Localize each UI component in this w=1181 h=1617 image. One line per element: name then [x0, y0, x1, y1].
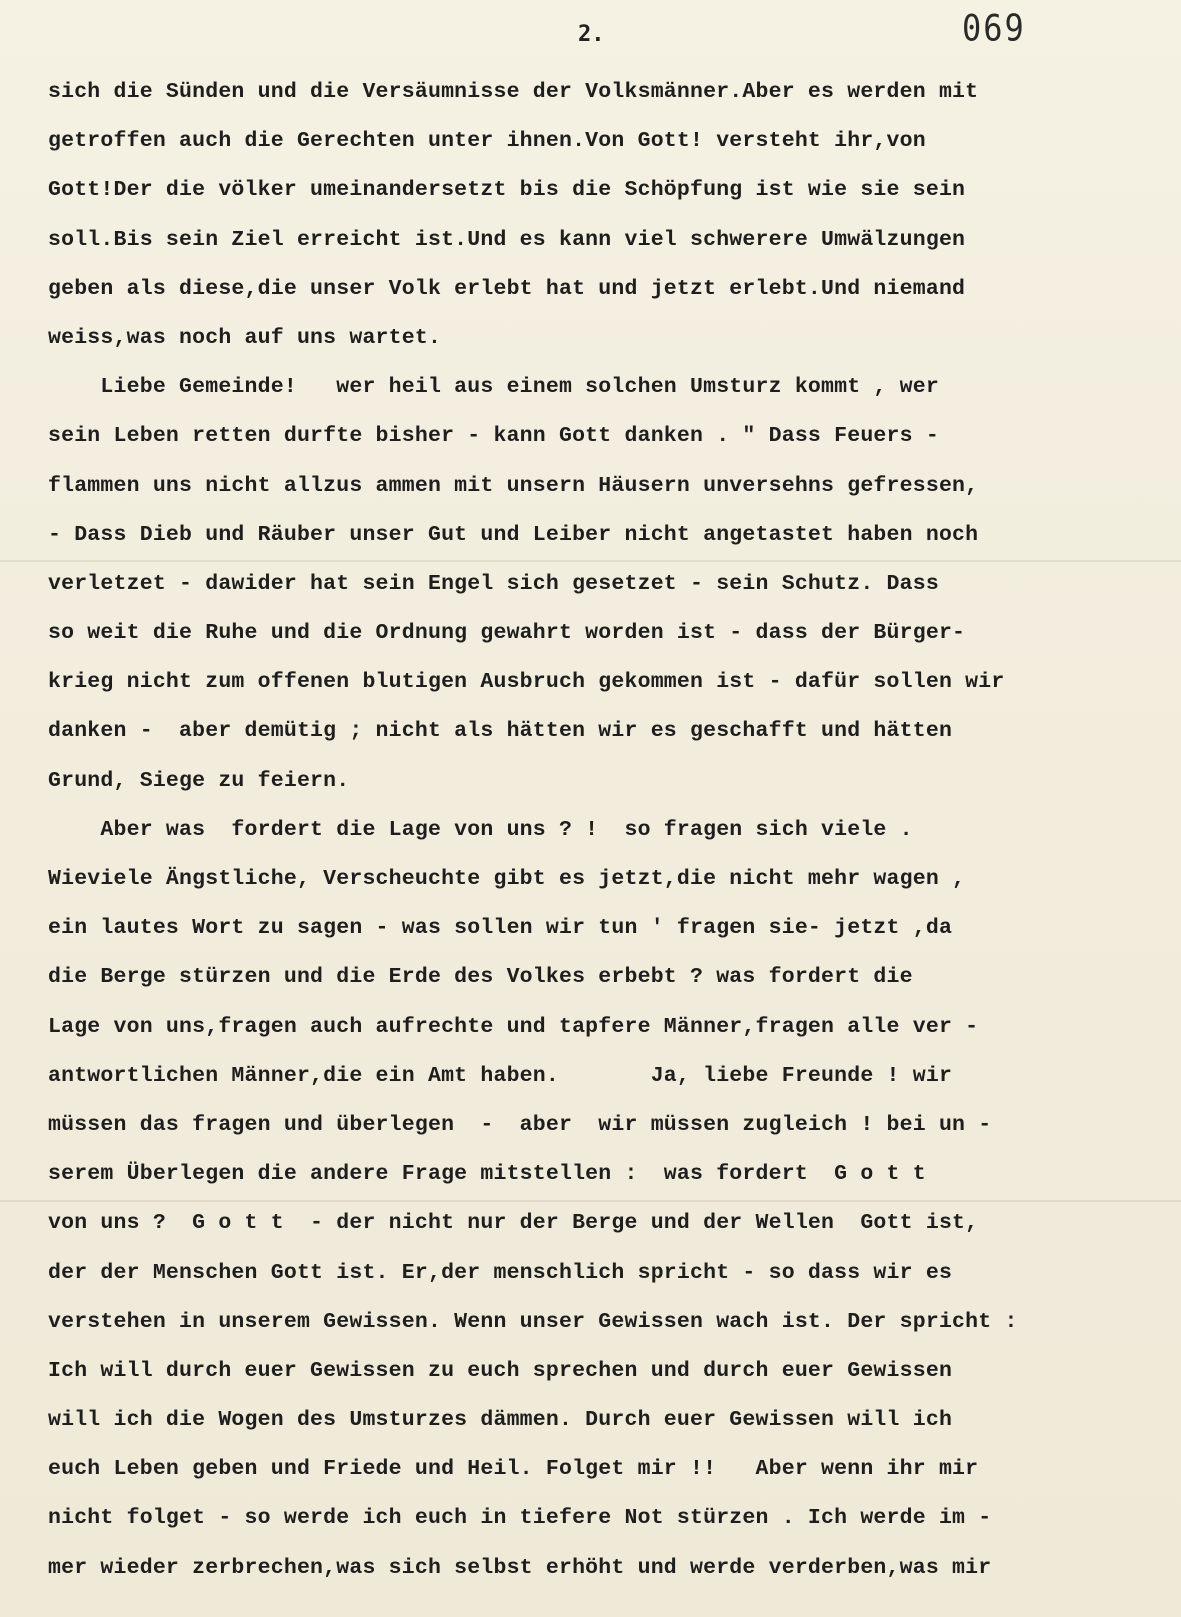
text-line: so weit die Ruhe und die Ordnung gewahrt worden ist - dass der Bürger-	[48, 621, 966, 646]
text-line: Gott!Der die völker umeinandersetzt bis die Schöpfung ist wie sie sein	[48, 178, 966, 203]
text-line: mer wieder zerbrechen,was sich selbst erhöht und werde verderben,was mir	[48, 1555, 992, 1580]
text-line: antwortlichen Männer,die ein Amt haben. Ja, liebe Freunde ! wir	[48, 1063, 953, 1088]
text-line: geben als diese,die unser Volk erlebt hat und jetzt erlebt.Und niemand	[48, 276, 966, 301]
text-line: flammen uns nicht allzus ammen mit unsern Häusern unversehns gefressen,	[48, 473, 979, 498]
text-line: ein lautes Wort zu sagen - was sollen wir tun ' fragen sie- jetzt ,da	[48, 916, 953, 941]
text-line: sein Leben retten durfte bisher - kann Gott danken . " Dass Feuers -	[48, 424, 939, 449]
text-line: Liebe Gemeinde! wer heil aus einem solchen Umsturz kommt , wer	[48, 375, 939, 400]
text-line: krieg nicht zum offenen blutigen Ausbruch gekommen ist - dafür sollen wir	[48, 670, 1005, 695]
text-line: - Dass Dieb und Räuber unser Gut und Leiber nicht angetastet haben noch	[48, 522, 979, 547]
text-line: müssen das fragen und überlegen - aber wir müssen zugleich ! bei un -	[48, 1112, 992, 1137]
text-line: weiss,was noch auf uns wartet.	[48, 325, 442, 350]
text-line: von uns ? G o t t - der nicht nur der Berge und der Wellen Gott ist,	[48, 1211, 979, 1236]
text-line: danken - aber demütig ; nicht als hätten wir es geschafft und hätten	[48, 719, 953, 744]
text-line: Grund, Siege zu feiern.	[48, 768, 350, 793]
text-line: Aber was fordert die Lage von uns ? ! so fragen sich viele .	[48, 817, 913, 842]
text-line: nicht folget - so werde ich euch in tiefere Not stürzen . Ich werde im -	[48, 1506, 992, 1531]
text-line: verletzet - dawider hat sein Engel sich gesetzet - sein Schutz. Dass	[48, 571, 939, 596]
text-line: sich die Sünden und die Versäumnisse der Volksmänner.Aber es werden mit	[48, 80, 979, 104]
archive-number: 069	[962, 6, 1026, 50]
text-line: Ich will durch euer Gewissen zu euch sprechen und durch euer Gewissen	[48, 1358, 953, 1383]
text-line: will ich die Wogen des Umsturzes dämmen. Durch euer Gewissen will ich	[48, 1408, 953, 1433]
text-line: getroffen auch die Gerechten unter ihnen.Von Gott! versteht ihr,von	[48, 129, 926, 154]
text-line: der der Menschen Gott ist. Er,der menschlich spricht - so dass wir es	[48, 1260, 953, 1285]
page-number: 2.	[578, 22, 605, 47]
text-line: verstehen in unserem Gewissen. Wenn unser Gewissen wach ist. Der spricht :	[48, 1309, 1018, 1334]
text-line: Wieviele Ängstliche, Verscheuchte gibt es jetzt,die nicht mehr wagen ,	[48, 867, 966, 891]
body-text	[48, 68, 1158, 1593]
text-line: soll.Bis sein Ziel erreicht ist.Und es kann viel schwerere Umwälzungen	[48, 227, 966, 252]
text-line: serem Überlegen die andere Frage mitstellen : was fordert G o t t	[48, 1162, 926, 1187]
text-line: die Berge stürzen und die Erde des Volkes erbebt ? was fordert die	[48, 965, 913, 990]
text-line: Lage von uns,fragen auch aufrechte und tapfere Männer,fragen alle ver -	[48, 1014, 979, 1039]
text-line: euch Leben geben und Friede und Heil. Folget mir !! Aber wenn ihr mir	[48, 1457, 979, 1482]
